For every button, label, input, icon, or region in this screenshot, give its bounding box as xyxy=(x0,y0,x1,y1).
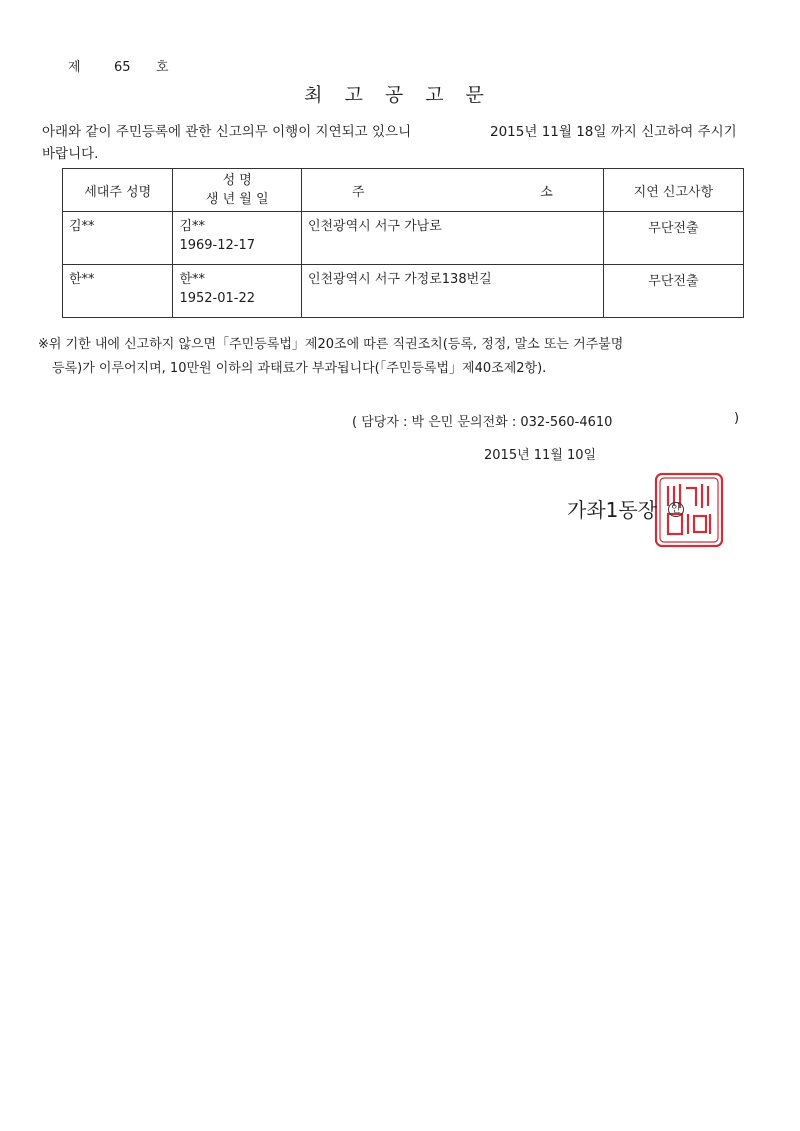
issuer-name: 가좌1동장 xyxy=(567,498,658,522)
intro-line-1: 아래와 같이 주민등록에 관한 신고의무 이행이 지연되고 있으니 xyxy=(42,124,412,140)
header-address-right: 소 xyxy=(540,184,553,200)
cell-overdue: 무단전출 xyxy=(603,212,743,265)
notice-line-1: ※위 기한 내에 신고하지 않으면「주민등록법」제20조에 따른 직권조치(등록, 정정, 말소 또는 거주불명 xyxy=(38,337,624,352)
cell-head: 김** xyxy=(63,212,173,265)
overdue-report-table xyxy=(62,168,744,318)
seal-mark: 인 xyxy=(668,502,684,517)
intro-deadline: 2015년 11월 18일 까지 신고하여 주시기 xyxy=(490,124,737,140)
document-title: 최고공고문 xyxy=(304,84,506,106)
table-row xyxy=(63,265,744,318)
table-row xyxy=(63,212,744,265)
document-number xyxy=(68,56,169,75)
header-birth: 생 년 월 일 xyxy=(205,192,269,207)
doc-number-value: 65 xyxy=(114,60,131,75)
cell-name-birth xyxy=(173,265,301,318)
cell-name-birth xyxy=(173,212,301,265)
header-head-of-household: 세대주 성명 xyxy=(63,169,173,212)
cell-name: 한** xyxy=(179,272,206,287)
intro-line-2: 바랍니다. xyxy=(42,146,99,162)
cell-name: 김** xyxy=(179,219,206,234)
cell-birth: 1952-01-22 xyxy=(179,291,256,306)
cell-birth: 1969-12-17 xyxy=(179,238,256,253)
official-seal-icon xyxy=(650,470,726,550)
cell-head: 한** xyxy=(63,265,173,318)
notice-line-2: 등록)가 이루어지며, 10만원 이하의 과태료가 부과됩니다(「주민등록법」제40조제2항). xyxy=(52,361,547,376)
cell-address: 인천광역시 서구 가정로138번길 xyxy=(301,265,603,318)
header-name: 성 명 xyxy=(222,173,252,188)
header-name-birth xyxy=(173,169,301,212)
doc-number-suffix: 호 xyxy=(156,60,169,75)
header-address xyxy=(301,169,603,212)
contact-info: ( 담당자 : 박 은민 문의전화 : 032-560-4610 xyxy=(352,415,613,430)
cell-address: 인천광역시 서구 가남로 xyxy=(301,212,603,265)
table-header-row xyxy=(63,169,744,212)
doc-number-prefix: 제 xyxy=(68,60,81,75)
issue-date: 2015년 11월 10일 xyxy=(484,448,597,463)
header-address-left: 주 xyxy=(351,184,365,200)
contact-close: ) xyxy=(734,411,740,426)
header-overdue: 지연 신고사항 xyxy=(603,169,743,212)
cell-overdue: 무단전출 xyxy=(603,265,743,318)
